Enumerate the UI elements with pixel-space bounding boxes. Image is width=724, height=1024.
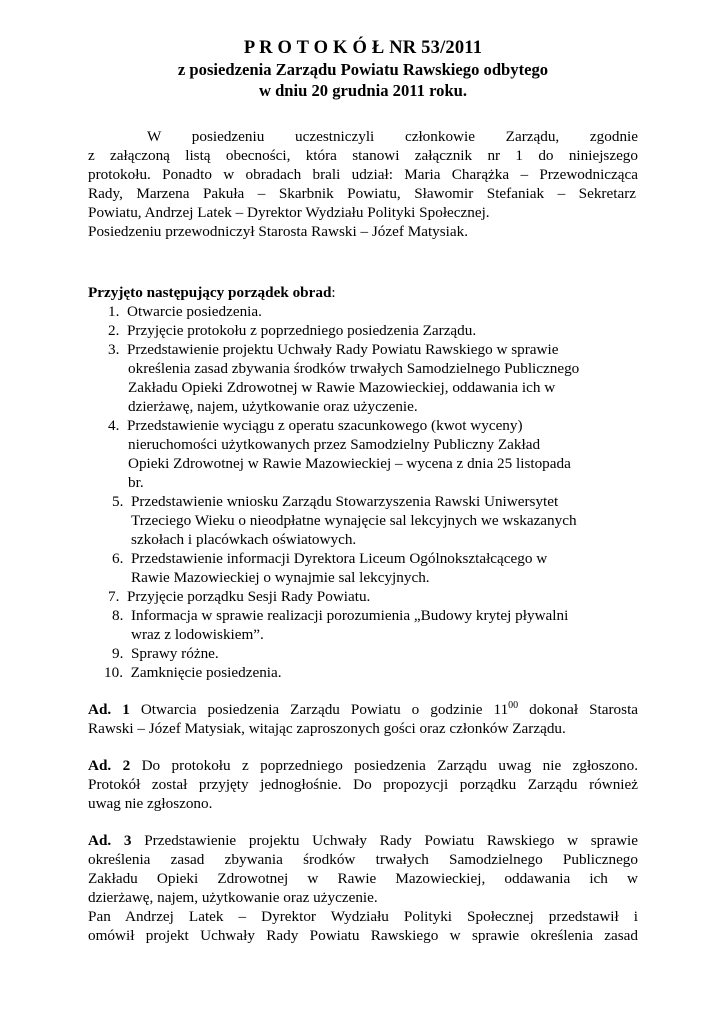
ad3-line-1-text: Przedstawienie projektu Uchwały Rady Powiatu Rawskiego w sprawie	[144, 832, 639, 849]
agenda-item-text: Przedstawienie wyciągu z operatu szacunkowego (kwot wyceny)	[126, 417, 523, 434]
agenda-item-8-line-1	[88, 606, 638, 625]
agenda-item-7-line-1	[88, 587, 638, 606]
protocol-subtitle-line2: w dniu 20 grudnia 2011 roku.	[258, 81, 468, 100]
agenda-item-number-gap	[119, 588, 127, 605]
agenda-item-text: Informacja w sprawie realizacji porozumienia „Budowy krytej pływalni	[130, 607, 569, 624]
agenda-heading	[88, 283, 638, 302]
ad2-section	[88, 756, 638, 813]
ad2-label: Ad. 2	[88, 757, 131, 774]
agenda-heading-colon: :	[331, 284, 336, 301]
agenda-item-3-line-2: określenia zasad zbywania środków trwałych Samodzielnego Publicznego	[128, 360, 580, 377]
protocol-title: P R O T O K Ó Ł NR 53/2011	[243, 38, 483, 58]
agenda-item-4-line-4: br.	[128, 474, 144, 491]
agenda-item-text: Przedstawienie wniosku Zarządu Stowarzyszenia Rawski Uniwersytet	[130, 493, 559, 510]
ad1-section	[88, 700, 638, 738]
agenda-item-number-gap	[123, 550, 131, 567]
agenda-item-number: 1.	[108, 303, 120, 320]
agenda-item-3-line-1	[88, 340, 638, 359]
ad3-line-4: dzierżawę, najem, użytkowanie oraz użyczenie.	[88, 889, 378, 906]
agenda-item-number-gap	[119, 341, 127, 358]
agenda-item-1	[88, 302, 638, 321]
agenda-item-4	[88, 416, 638, 492]
agenda-item-number-gap	[123, 607, 131, 624]
agenda-item-text: Przyjęcie protokołu z poprzedniego posiedzenia Zarządu.	[126, 322, 477, 339]
ad2-line-1-text: Do protokołu z poprzedniego posiedzenia Zarządu uwag nie zgłoszono.	[141, 757, 638, 774]
agenda-item-3	[88, 340, 638, 416]
ad1-line-2: Rawski – Józef Matysiak, witając zaproszonych gości oraz członków Zarządu.	[88, 720, 566, 737]
ad1-hour-superscript: 00	[508, 700, 519, 711]
agenda-item-text: Otwarcie posiedzenia.	[126, 303, 262, 320]
agenda-item-1-line-1	[88, 302, 638, 321]
agenda-item-6-line-2: Rawie Mazowieckiej o wynajmie sal lekcyjnych.	[131, 569, 430, 586]
ad3-line-2: określenia zasad zbywania środków trwałych Samodzielnego Publicznego	[88, 851, 638, 868]
agenda-item-number: 7.	[108, 588, 120, 605]
agenda-item-number-gap	[123, 493, 131, 510]
agenda-item-number: 6.	[112, 550, 124, 567]
agenda-item-number: 3.	[108, 341, 120, 358]
agenda-item-2-line-1	[88, 321, 638, 340]
ad1-line-1	[88, 700, 638, 719]
agenda-item-4-line-3: Opieki Zdrowotnej w Rawie Mazowieckiej – wycena z dnia 25 listopada	[128, 455, 571, 472]
agenda-item-10	[88, 663, 638, 682]
intro-line-6: Posiedzeniu przewodniczył Starosta Rawski – Józef Matysiak.	[88, 223, 469, 240]
agenda-item-3-line-3: Zakładu Opieki Zdrowotnej w Rawie Mazowieckiej, oddawania ich w	[128, 379, 556, 396]
agenda-item-6-line-1	[88, 549, 638, 568]
ad3-label: Ad. 3	[88, 832, 132, 849]
intro-line-4: Rady, Marzena Pakuła – Skarbnik Powiatu, Sławomir Stefaniak – Sekretarz	[88, 185, 636, 202]
protocol-subtitle-line1: z posiedzenia Zarządu Powiatu Rawskiego odbytego	[177, 60, 549, 79]
ad1-label: Ad. 1	[88, 701, 130, 718]
ad2-line-3: uwag nie zgłoszono.	[88, 795, 213, 812]
ad3-line-5: Pan Andrzej Latek – Dyrektor Wydziału Polityki Społecznej przedstawił i	[88, 908, 638, 925]
agenda-item-number: 9.	[112, 645, 124, 662]
agenda-item-number: 2.	[108, 322, 120, 339]
agenda-item-8-line-2: wraz z lodowiskiem”.	[131, 626, 264, 643]
ad1-text-b: dokonał Starosta	[529, 701, 639, 718]
agenda-item-number-gap	[119, 303, 127, 320]
agenda-item-number: 4.	[108, 417, 120, 434]
agenda-item-number: 10.	[104, 664, 123, 681]
agenda-item-9-line-1	[88, 644, 638, 663]
intro-line-3: protokołu. Ponadto w obradach brali udział: Maria Charążka – Przewodnicząca	[88, 166, 638, 183]
agenda-item-5-line-2: Trzeciego Wieku o nieodpłatne wynajęcie sal lekcyjnych we wskazanych	[131, 512, 577, 529]
agenda-item-5-line-3: szkołach i placówkach oświatowych.	[131, 531, 357, 548]
agenda-item-5-line-1	[88, 492, 638, 511]
agenda-list	[88, 302, 638, 682]
ad3-line-3: Zakładu Opieki Zdrowotnej w Rawie Mazowieckiej, oddawania ich w	[88, 870, 638, 887]
agenda-item-number-gap	[123, 645, 131, 662]
agenda-item-number-gap	[123, 664, 131, 681]
agenda-heading-text: Przyjęto następujący porządek obrad	[88, 284, 332, 301]
agenda-item-2	[88, 321, 638, 340]
agenda-item-10-line-1	[88, 663, 638, 682]
ad3-section	[88, 831, 638, 945]
ad1-text-a: Otwarcia posiedzenia Zarządu Powiatu o godzinie 11	[140, 701, 509, 718]
agenda-item-5	[88, 492, 638, 549]
agenda-item-number-gap	[119, 417, 127, 434]
agenda-item-text: Przyjęcie porządku Sesji Rady Powiatu.	[126, 588, 371, 605]
agenda-item-number: 5.	[112, 493, 124, 510]
agenda-item-6	[88, 549, 638, 587]
intro-paragraph	[88, 127, 638, 241]
agenda-item-text: Przedstawienie informacji Dyrektora Liceum Ogólnokształcącego w	[130, 550, 548, 567]
ad2-line-1	[88, 756, 638, 775]
agenda-item-4-line-2: nieruchomości użytkowanych przez Samodzielny Publiczny Zakład	[128, 436, 541, 453]
agenda-item-7	[88, 587, 638, 606]
intro-line-2: z załączoną listą obecności, która stanowi załącznik nr 1 do niniejszego	[88, 147, 638, 164]
ad3-line-6: omówił projekt Uchwały Rady Powiatu Rawskiego w sprawie określenia zasad	[88, 927, 638, 944]
agenda-item-number: 8.	[112, 607, 124, 624]
agenda-item-4-line-1	[88, 416, 638, 435]
intro-line-5: Powiatu, Andrzej Latek – Dyrektor Wydziału Polityki Społecznej.	[88, 204, 490, 221]
agenda-item-number-gap	[119, 322, 127, 339]
agenda-item-text: Zamknięcie posiedzenia.	[130, 664, 282, 681]
ad3-line-1	[88, 831, 638, 850]
agenda-item-3-line-4: dzierżawę, najem, użytkowanie oraz użyczenie.	[128, 398, 418, 415]
agenda-item-text: Sprawy różne.	[130, 645, 219, 662]
agenda-item-8	[88, 606, 638, 644]
intro-line-1: W posiedzeniu uczestniczyli członkowie Zarządu, zgodnie	[147, 128, 638, 145]
agenda-item-text: Przedstawienie projektu Uchwały Rady Powiatu Rawskiego w sprawie	[126, 341, 559, 358]
ad2-line-2: Protokół został przyjęty jednogłośnie. Do propozycji porządku Zarządu również	[88, 776, 638, 793]
agenda-item-9	[88, 644, 638, 663]
